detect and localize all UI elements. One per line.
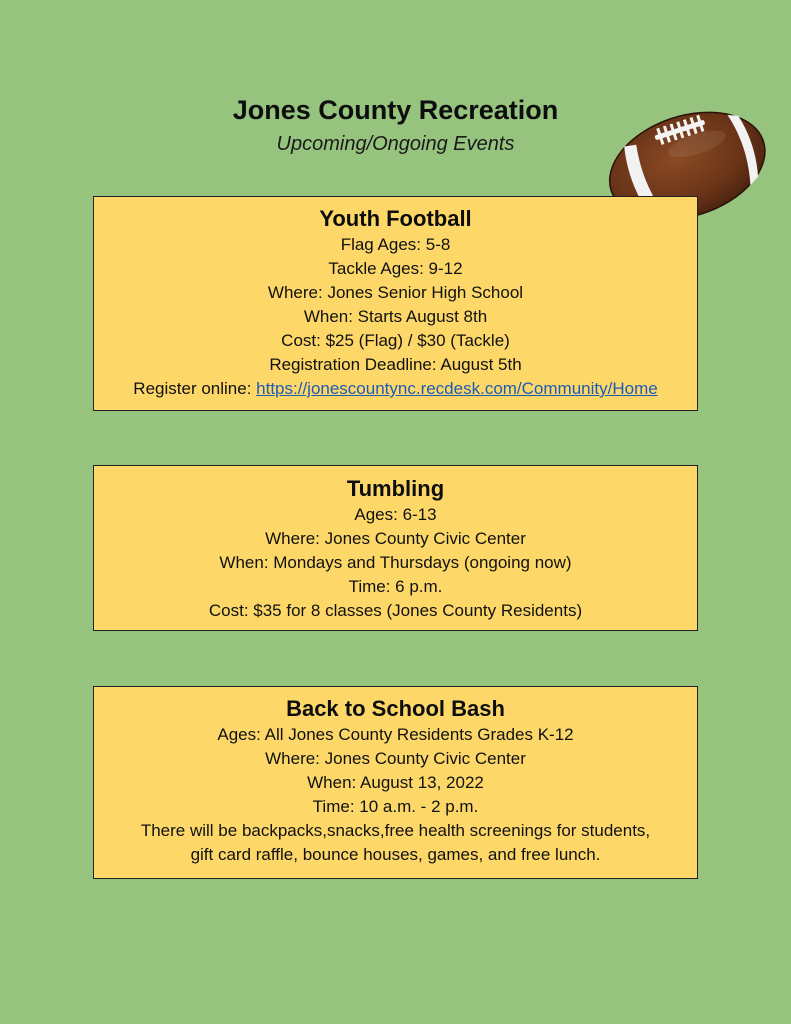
bash-heading: Back to School Bash [286, 696, 505, 721]
page-subtitle: Upcoming/Ongoing Events [276, 133, 515, 155]
bash-description-2: gift card raffle, bounce houses, games, and free lunch. [190, 845, 601, 864]
tumbling-time: Time: 6 p.m. [348, 577, 443, 596]
football-cost: Cost: $25 (Flag) / $30 (Tackle) [281, 331, 510, 350]
tumbling-when: When: Mondays and Thursdays (ongoing now) [219, 553, 572, 572]
bash-when: When: August 13, 2022 [307, 773, 484, 792]
page-title: Jones County Recreation [232, 95, 559, 125]
registration-deadline: Registration Deadline: August 5th [269, 355, 522, 374]
register-link[interactable]: https://jonescountync.recdesk.com/Community/Home [256, 379, 658, 398]
bash-description-1: There will be backpacks,snacks,free health screenings for students, [140, 821, 651, 840]
bash-ages: Ages: All Jones County Residents Grades K-12 [217, 725, 574, 744]
back-to-school-bash-card [93, 686, 698, 879]
tumbling-heading: Tumbling [346, 476, 445, 501]
tumbling-ages: Ages: 6-13 [354, 505, 437, 524]
tumbling-card [93, 465, 698, 631]
football-when: When: Starts August 8th [303, 307, 488, 326]
register-online-label: Register online: [133, 379, 257, 398]
bash-where: Where: Jones County Civic Center [265, 749, 526, 768]
bash-time: Time: 10 a.m. - 2 p.m. [312, 797, 479, 816]
register-online-line [94, 377, 697, 401]
youth-football-card [93, 196, 698, 411]
tackle-ages: Tackle Ages: 9-12 [328, 259, 463, 278]
youth-football-heading: Youth Football [319, 206, 472, 231]
football-where: Where: Jones Senior High School [267, 283, 524, 302]
tumbling-cost: Cost: $35 for 8 classes (Jones County Residents) [208, 601, 583, 620]
tumbling-where: Where: Jones County Civic Center [265, 529, 526, 548]
flag-ages: Flag Ages: 5-8 [340, 235, 451, 254]
